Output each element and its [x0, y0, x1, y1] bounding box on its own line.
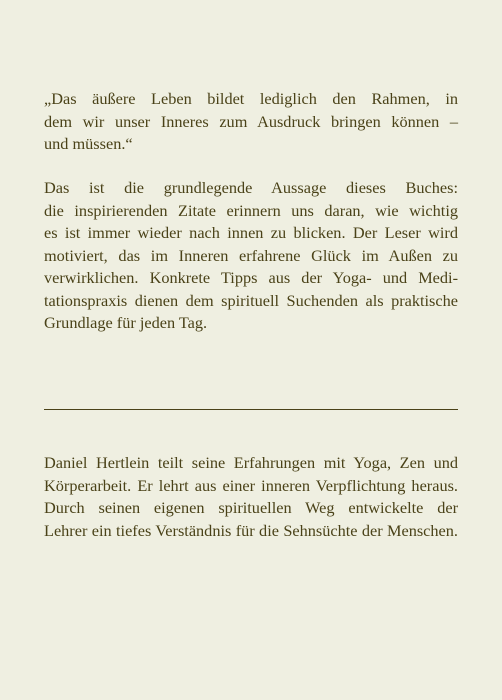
description-line: motiviert, das im Inneren erfahrene Glück im Außen zu	[44, 245, 458, 265]
description-line: verwirklichen. Konkrete Tipps aus der Yoga- und Medi-	[44, 268, 458, 287]
author-bio-paragraph	[44, 452, 458, 542]
author-bio-line: Durch seinen eigenen spirituellen Weg entwickelte der	[44, 498, 458, 517]
description-line: Das ist die grundlegende Aussage dieses Buches:	[44, 178, 458, 197]
quote-line: „Das äußere Leben bildet lediglich den Rahmen, in	[44, 89, 458, 108]
description-paragraph	[44, 177, 458, 335]
description-line: die inspirierenden Zitate erinnern uns daran, wie wichtig	[44, 200, 458, 220]
description-line: Grundlage für jeden Tag.	[44, 313, 208, 332]
author-bio-line: Lehrer ein tiefes Verständnis für die Sehnsüchte der Menschen.	[44, 520, 458, 540]
description-line: es ist immer wieder nach innen zu blicken. Der Leser wird	[44, 223, 458, 242]
quote-line: dem wir unser Inneres zum Ausdruck bringen können –	[44, 111, 458, 131]
description-line: tationspraxis dienen dem spirituell Suchenden als praktische	[44, 290, 458, 310]
quote-line: und müssen.“	[44, 134, 133, 153]
author-bio-line: Körperarbeit. Er lehrt aus einer inneren Verpflichtung heraus.	[44, 475, 458, 495]
quote-paragraph	[44, 88, 458, 156]
author-bio-line: Daniel Hertlein teilt seine Erfahrungen mit Yoga, Zen und	[44, 453, 458, 472]
divider-rule	[44, 409, 458, 410]
